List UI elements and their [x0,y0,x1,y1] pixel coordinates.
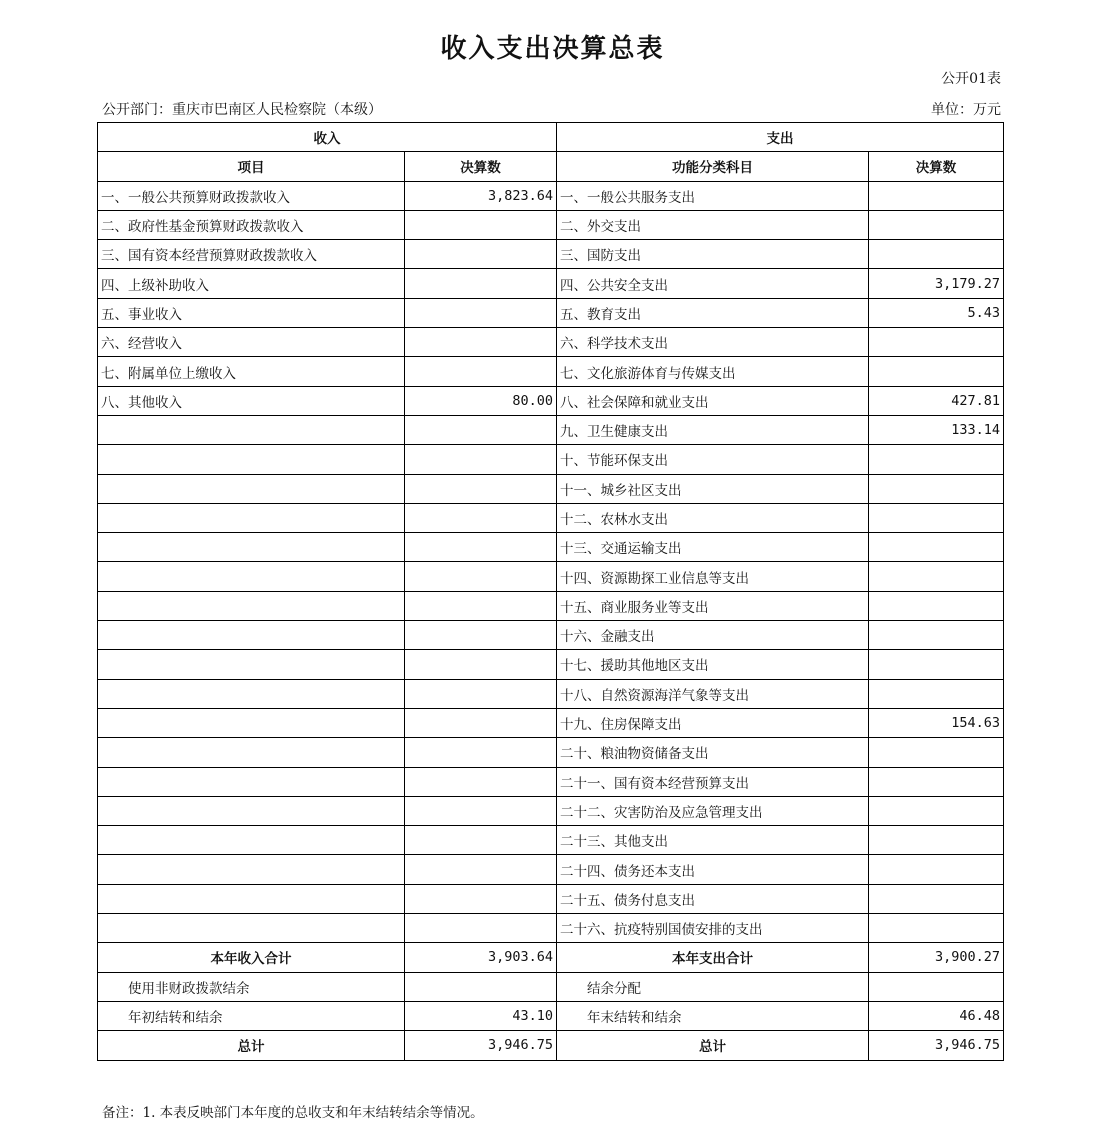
income-item-cell [98,708,405,737]
income-total-value: 3,903.64 [405,943,557,972]
expense-amount-cell: 133.14 [869,415,1004,444]
begin-balance-label: 年初结转和结余 [98,1001,405,1030]
income-amount-cell [405,708,557,737]
distribution-label: 结余分配 [557,972,869,1001]
table-row [98,357,1004,386]
expense-total-value: 3,900.27 [869,943,1004,972]
income-amount-cell [405,796,557,825]
table-row [98,445,1004,474]
income-total-label: 本年收入合计 [98,943,405,972]
col-amount-header: 决算数 [405,152,557,181]
income-item-cell [98,503,405,532]
income-item-cell [98,884,405,913]
income-item-cell [98,679,405,708]
income-item-cell: 五、事业收入 [98,298,405,327]
expense-amount-cell [869,591,1004,620]
expense-item-cell: 六、科学技术支出 [557,328,869,357]
nonfiscal-row [98,972,1004,1001]
income-item-cell: 六、经营收入 [98,328,405,357]
unit-label: 单位：万元 [931,102,1001,118]
expense-amount-cell [869,328,1004,357]
table-row [98,914,1004,943]
income-item-cell [98,855,405,884]
table-row [98,796,1004,825]
expense-item-cell: 八、社会保障和就业支出 [557,386,869,415]
table-row [98,415,1004,444]
income-amount-cell [405,855,557,884]
income-item-cell [98,767,405,796]
income-amount-cell: 3,823.64 [405,181,557,210]
income-amount-cell [405,591,557,620]
income-amount-cell [405,445,557,474]
section-header-row [98,123,1004,152]
expense-amount-cell [869,533,1004,562]
expense-amount-cell [869,210,1004,239]
expense-amount-cell [869,796,1004,825]
page-title: 收入支出决算总表 [440,34,665,64]
expense-item-cell: 一、一般公共服务支出 [557,181,869,210]
expense-amount-cell [869,884,1004,913]
income-amount-cell [405,503,557,532]
expense-amount-cell [869,474,1004,503]
income-item-cell: 四、上级补助收入 [98,269,405,298]
income-item-cell [98,474,405,503]
expense-header: 支出 [557,123,1004,152]
income-amount-cell [405,914,557,943]
end-balance-label: 年末结转和结余 [557,1001,869,1030]
expense-amount-cell [869,855,1004,884]
expense-item-cell: 十、节能环保支出 [557,445,869,474]
expense-amount-cell [869,503,1004,532]
income-amount-cell [405,269,557,298]
col-item-header: 项目 [98,152,405,181]
table-row [98,240,1004,269]
income-item-cell: 八、其他收入 [98,386,405,415]
expense-item-cell: 十五、商业服务业等支出 [557,591,869,620]
form-number: 公开01表 [941,71,1001,87]
table-row [98,562,1004,591]
expense-amount-cell: 5.43 [869,298,1004,327]
expense-item-cell: 二十四、债务还本支出 [557,855,869,884]
expense-item-cell: 十四、资源勘探工业信息等支出 [557,562,869,591]
expense-amount-cell [869,240,1004,269]
expense-item-cell: 二十五、债务付息支出 [557,884,869,913]
income-amount-cell [405,738,557,767]
expense-amount-cell: 154.63 [869,708,1004,737]
income-item-cell [98,914,405,943]
income-amount-cell [405,415,557,444]
expense-item-cell: 十九、住房保障支出 [557,708,869,737]
expense-total-label: 本年支出合计 [557,943,869,972]
income-item-cell [98,445,405,474]
table-row [98,474,1004,503]
table-row [98,767,1004,796]
department-label: 公开部门：重庆市巴南区人民检察院（本级） [102,102,382,118]
expense-amount-cell [869,181,1004,210]
income-item-cell: 一、一般公共预算财政拨款收入 [98,181,405,210]
grand-total-label-left: 总计 [98,1031,405,1060]
expense-amount-cell [869,767,1004,796]
income-amount-cell [405,767,557,796]
nonfiscal-value [405,972,557,1001]
table-row [98,269,1004,298]
expense-amount-cell [869,679,1004,708]
income-item-cell [98,415,405,444]
table-row [98,386,1004,415]
expense-amount-cell [869,445,1004,474]
income-header: 收入 [98,123,557,152]
expense-amount-cell [869,650,1004,679]
balance-row [98,1001,1004,1030]
expense-amount-cell: 427.81 [869,386,1004,415]
table-row [98,328,1004,357]
grand-total-right: 3,946.75 [869,1031,1004,1060]
grand-total-label-right: 总计 [557,1031,869,1060]
income-item-cell [98,796,405,825]
expense-item-cell: 十三、交通运输支出 [557,533,869,562]
income-item-cell: 二、政府性基金预算财政拨款收入 [98,210,405,239]
income-item-cell [98,738,405,767]
income-item-cell [98,650,405,679]
expense-amount-cell [869,826,1004,855]
income-amount-cell [405,210,557,239]
grand-total-row [98,1031,1004,1060]
table-row [98,855,1004,884]
table-row [98,181,1004,210]
col-amount2-header: 决算数 [869,152,1004,181]
expense-item-cell: 十二、农林水支出 [557,503,869,532]
income-amount-cell [405,650,557,679]
income-amount-cell [405,826,557,855]
income-amount-cell [405,884,557,913]
expense-item-cell: 二十、粮油物资储备支出 [557,738,869,767]
table-row [98,650,1004,679]
year-total-row [98,943,1004,972]
income-expense-table [97,122,1004,1061]
income-item-cell: 三、国有资本经营预算财政拨款收入 [98,240,405,269]
expense-item-cell: 二、外交支出 [557,210,869,239]
expense-item-cell: 二十一、国有资本经营预算支出 [557,767,869,796]
income-amount-cell: 80.00 [405,386,557,415]
expense-item-cell: 二十六、抗疫特别国债安排的支出 [557,914,869,943]
expense-item-cell: 三、国防支出 [557,240,869,269]
income-amount-cell [405,240,557,269]
expense-item-cell: 十一、城乡社区支出 [557,474,869,503]
expense-item-cell: 十七、援助其他地区支出 [557,650,869,679]
expense-item-cell: 十八、自然资源海洋气象等支出 [557,679,869,708]
expense-amount-cell [869,738,1004,767]
income-item-cell: 七、附属单位上缴收入 [98,357,405,386]
expense-amount-cell: 3,179.27 [869,269,1004,298]
expense-amount-cell [869,914,1004,943]
expense-amount-cell [869,562,1004,591]
income-amount-cell [405,298,557,327]
grand-total-left: 3,946.75 [405,1031,557,1060]
expense-amount-cell [869,357,1004,386]
end-balance-value: 46.48 [869,1001,1004,1030]
income-item-cell [98,826,405,855]
expense-item-cell: 二十二、灾害防治及应急管理支出 [557,796,869,825]
table-row [98,533,1004,562]
column-header-row [98,152,1004,181]
table-row [98,884,1004,913]
distribution-value [869,972,1004,1001]
income-amount-cell [405,562,557,591]
table-row [98,298,1004,327]
col-function-header: 功能分类科目 [557,152,869,181]
expense-item-cell: 七、文化旅游体育与传媒支出 [557,357,869,386]
nonfiscal-label: 使用非财政拨款结余 [98,972,405,1001]
income-amount-cell [405,621,557,650]
expense-item-cell: 十六、金融支出 [557,621,869,650]
income-amount-cell [405,679,557,708]
table-row [98,210,1004,239]
income-amount-cell [405,474,557,503]
income-item-cell [98,562,405,591]
income-item-cell [98,591,405,620]
table-row [98,708,1004,737]
table-row [98,826,1004,855]
income-item-cell [98,621,405,650]
expense-item-cell: 二十三、其他支出 [557,826,869,855]
income-amount-cell [405,328,557,357]
expense-item-cell: 五、教育支出 [557,298,869,327]
income-amount-cell [405,357,557,386]
table-row [98,621,1004,650]
expense-item-cell: 四、公共安全支出 [557,269,869,298]
expense-amount-cell [869,621,1004,650]
income-amount-cell [405,533,557,562]
expense-item-cell: 九、卫生健康支出 [557,415,869,444]
income-item-cell [98,533,405,562]
table-row [98,738,1004,767]
table-row [98,679,1004,708]
table-row [98,591,1004,620]
footnote: 备注：1. 本表反映部门本年度的总收支和年末结转结余等情况。 [102,1105,484,1121]
begin-balance-value: 43.10 [405,1001,557,1030]
table-row [98,503,1004,532]
